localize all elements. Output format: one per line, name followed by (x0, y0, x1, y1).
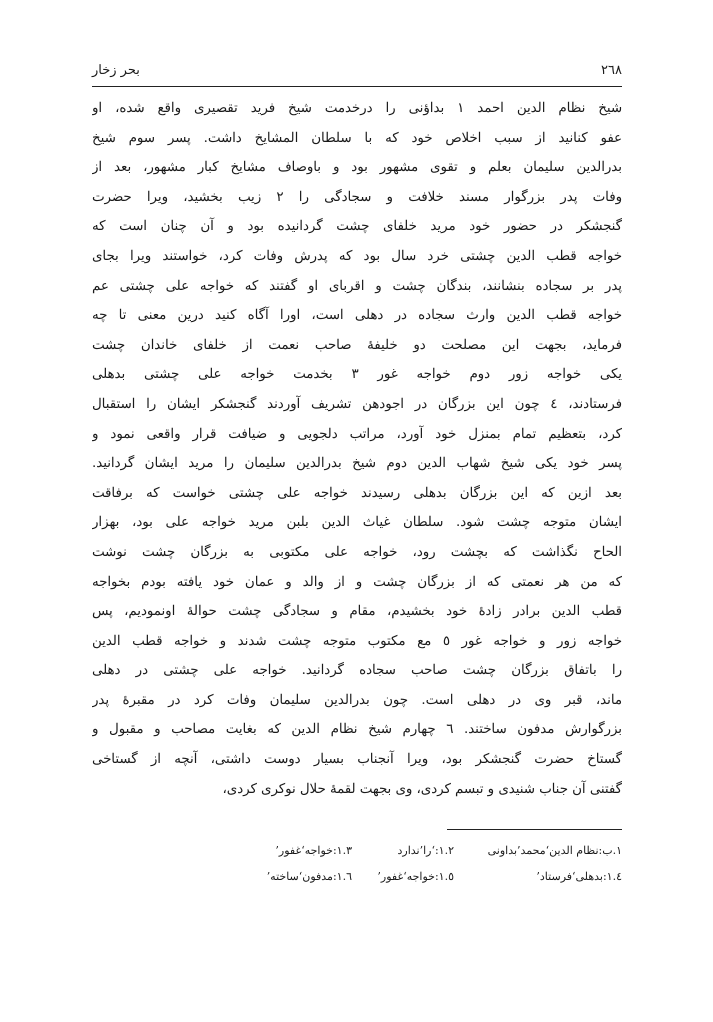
running-title: بحر زخار (92, 62, 140, 78)
body-line: خواجه قطب الدین چشتی خرد سال بود که پدرش وفات کرد، خواستند ویرا بجای (92, 248, 622, 264)
body-line: عفو کنانید از سبب اخلاص خود که با سلطان المشایخ داشت. پسر سوم شیخ (92, 130, 622, 146)
body-line: پسر خود یکی شیخ شهاب الدین دوم شیخ بدرالدین سلیمان را مرید ایشان گردانید. (92, 456, 622, 472)
body-text (92, 94, 622, 804)
footnote: ١.٣:خواجه‘غفور’ (275, 844, 352, 857)
body-line: گستاخ حضرت گنجشکر بود، ویرا آنجناب بسیار دوست داشتی، آنچه از گستاخی (92, 752, 622, 768)
body-line: وفات پدر بزرگوار مسند خلافت و سجادگی را ٢ زیب بخشید، ویرا حضرت (92, 189, 622, 205)
body-line: یکی خواجه زور دوم خواجه غور ٣ بخدمت خواجه علی چشتی بدهلی (92, 367, 622, 383)
body-line: پدر بر سجاده بنشانند، بندگان چشت و اقربای او گفتند که خواجه علی چشتی عم (92, 278, 622, 294)
page-number: ٢٦٨ (601, 62, 622, 78)
body-line: فرستادند، ٤ چون این بزرگان در اجودهن تشریف آوردند گنجشکر ایشان را استقبال (92, 396, 622, 412)
body-line: بعد ازین که این بزرگان بدهلی رسیدند خواجه علی چشتی خواست که برفاقت (92, 485, 622, 501)
body-line: را باتفاق بزرگان چشت صاحب سجاده گردانید. خواجه علی چشتی در دهلی (92, 663, 622, 679)
body-line: خواجه زور و خواجه غور ٥ مع مکتوب متوجه چشت شدند و خواجه قطب الدین (92, 633, 622, 649)
body-line: ایشان متوجه چشت شود. سلطان غیاث الدین بلبن مرید خواجه علی بود، بهزار (92, 515, 622, 531)
body-line: قطب الدین برادر زادۀ خود بخشیدم، مقام و سجادگی چشت حوالۀ اونمودیم، پس (92, 604, 622, 620)
body-line: بدرالدین سلیمان بعلم و تقوی مشهور بود و باوصاف مشایخ کبار مشهور، بعد از (92, 160, 622, 176)
footnote: ١.ب:نظام الدین‘محمد’بداونی (487, 844, 622, 857)
header-rule (92, 86, 622, 87)
footnotes (200, 838, 622, 890)
body-line: شیخ نظام الدین احمد ١ بداؤنی را درخدمت شیخ فرید تقصیری واقع شده، او (92, 101, 622, 116)
footnote: ١.٢:‘را’ندارد (397, 844, 454, 857)
body-line: گنجشکر در حضور خود مرید خلفای چشت گردانیده بود و آن چنان است که (92, 219, 622, 235)
body-line: گفتنی آن جناب شنیدی و تبسم کردی، وی بجهت لقمۀ حلال نوکری کردی، (222, 781, 622, 797)
footnote: ١.٤:بدهلی‘فرستاد’ (536, 870, 622, 883)
body-line: فرماید، بجهت این مصلحت دو خلیفۀ صاحب نعمت از خلفای خاندان چشت (92, 337, 622, 353)
footnote-row (200, 864, 622, 890)
footnote-rule (447, 829, 622, 830)
footnote: ١.٦:مدفون‘ساخته’ (266, 870, 352, 883)
body-line: که من هر نعمتی که از بزرگان چشت و از والد و عمان خود یافته بودم بخواجه (92, 574, 622, 590)
footnote-row (200, 838, 622, 864)
body-line: ماند، قبر وی در دهلی است. چون بدرالدین سلیمان وفات کرد در مقبرۀ پدر (92, 692, 622, 708)
footnote: ١.٥:خواجه‘غفور’ (377, 870, 454, 883)
body-line: خواجه قطب الدین وارث سجاده در دهلی است، اورا آگاه کنید درین معنی تا چه (92, 308, 622, 324)
body-line: بزرگوارش مدفون ساختند. ٦ چهارم شیخ نظام الدین که بغایت مصاحب و مقبول و (92, 722, 622, 738)
body-line: الحاح نگذاشت که بچشت رود، خواجه علی مکتوبی به بزرگان چشت نوشت (92, 544, 622, 560)
page-header (92, 58, 622, 82)
body-line: کرد، بتعظیم تمام بمنزل خود آورد، مراتب دلجویی و ضیافت قرار واقعی نمود و (92, 426, 622, 442)
